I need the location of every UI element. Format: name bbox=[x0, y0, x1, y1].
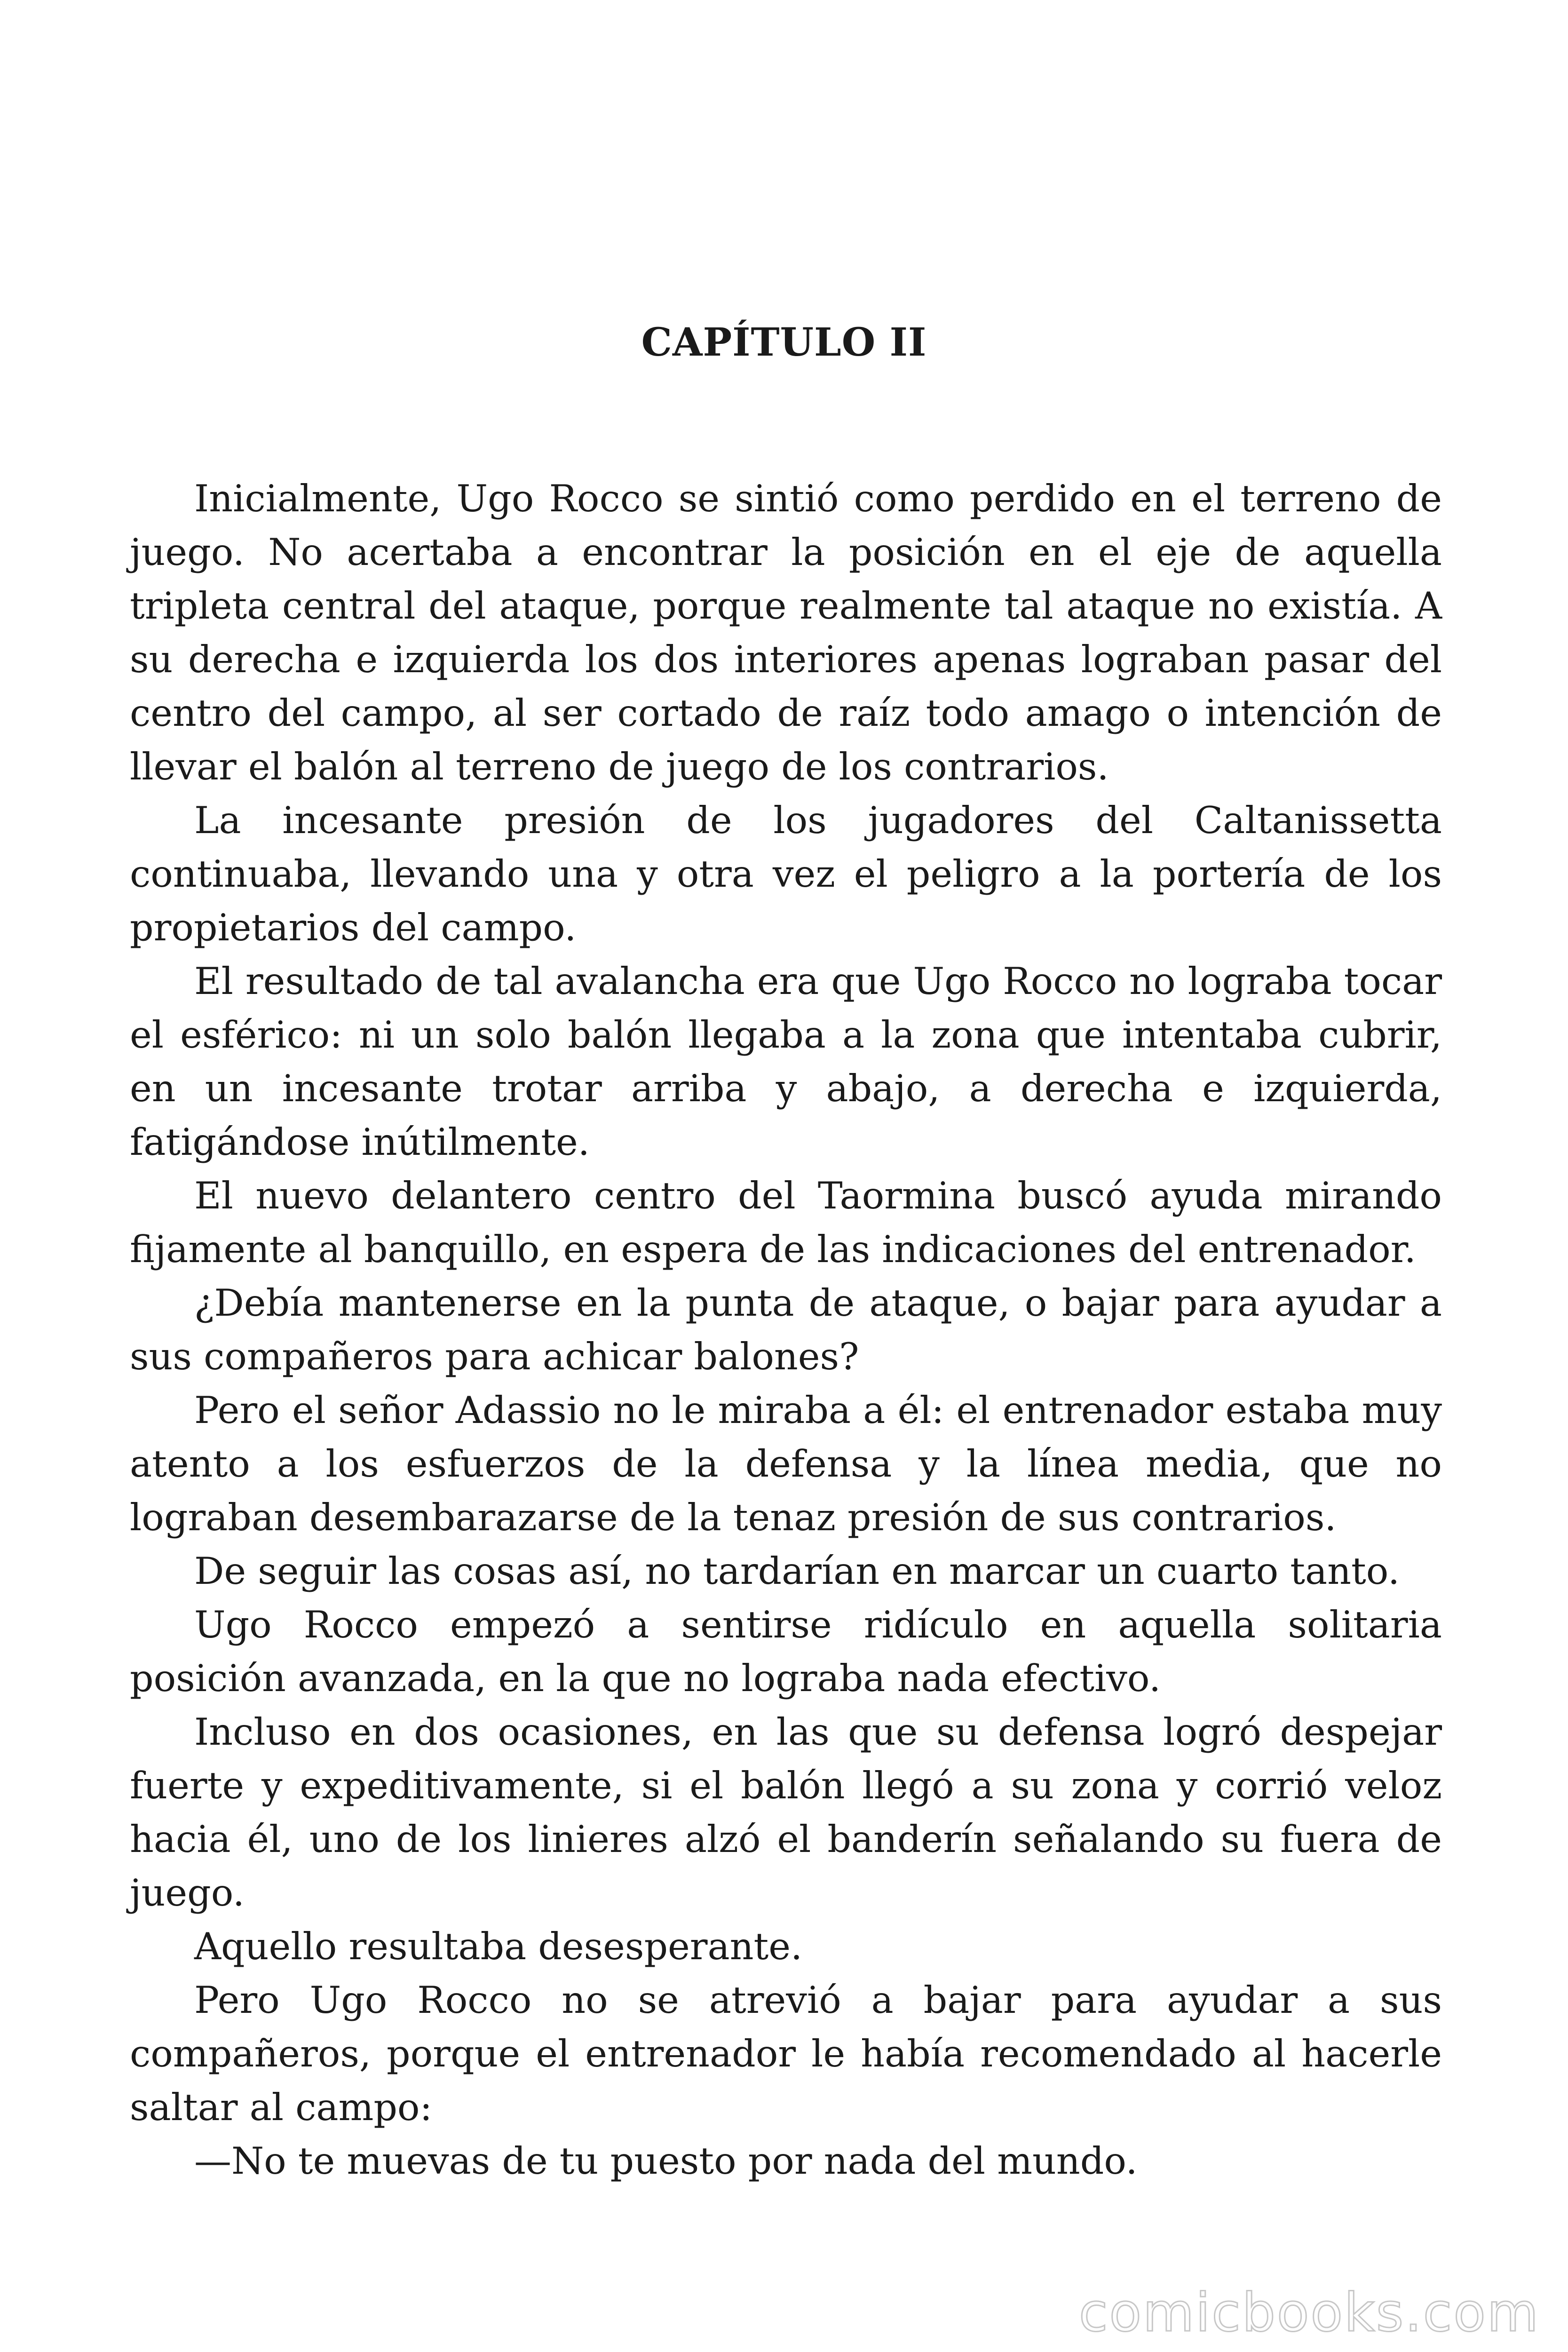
chapter-body bbox=[130, 472, 1442, 2188]
paragraph: La incesante presión de los jugadores del Caltanissetta continuaba, llevando una y otra vez el peligro a la portería de los propietarios del campo. bbox=[130, 799, 1442, 949]
paragraph: Incluso en dos ocasiones, en las que su defensa logró despejar fuerte y expeditivamente, si el balón llegó a su zona y corrió veloz hacia él, uno de los linieres alzó el banderín señalando su fuera de juego. bbox=[130, 1710, 1442, 1915]
paragraph: Aquello resultaba desesperante. bbox=[194, 1925, 803, 1968]
chapter-title: CAPÍTULO II bbox=[641, 320, 927, 365]
site-watermark: comicbooks.com bbox=[1078, 2282, 1540, 2344]
paragraph: Ugo Rocco empezó a sentirse ridículo en aquella solitaria posición avanzada, en la que no lograba nada efectivo. bbox=[130, 1603, 1442, 1700]
paragraph: —No te muevas de tu puesto por nada del mundo. bbox=[194, 2139, 1138, 2183]
paragraph: El resultado de tal avalancha era que Ugo Rocco no lograba tocar el esférico: ni un solo balón llegaba a la zona que intentaba cubrir, en un incesante trotar arriba y abajo, a derecha e izquierda, fatigándose inútilmente. bbox=[130, 960, 1442, 1164]
paragraph: De seguir las cosas así, no tardarían en marcar un cuarto tanto. bbox=[194, 1549, 1400, 1593]
paragraph: Inicialmente, Ugo Rocco se sintió como perdido en el terreno de juego. No acertaba a encontrar la posición en el eje de aquella tripleta central del ataque, porque realmente tal ataque no existía. A su derecha e izquierda los dos interiores apenas lograban pasar del centro del campo, al ser cortado de raíz todo amago o intención de llevar el balón al terreno de juego de los contrarios. bbox=[130, 477, 1442, 788]
paragraph: Pero Ugo Rocco no se atrevió a bajar para ayudar a sus compañeros, porque el entrenador le había recomendado al hacerle saltar al campo: bbox=[130, 1979, 1442, 2129]
paragraph: El nuevo delantero centro del Taormina buscó ayuda mirando fijamente al banquillo, en espera de las indicaciones del entrenador. bbox=[130, 1174, 1442, 1271]
paragraph: Pero el señor Adassio no le miraba a él: el entrenador estaba muy atento a los esfuerzos de la defensa y la línea media, que no lograban desembarazarse de la tenaz presión de sus contrarios. bbox=[130, 1389, 1442, 1539]
paragraph: ¿Debía mantenerse en la punta de ataque, o bajar para ayudar a sus compañeros para achicar balones? bbox=[130, 1281, 1442, 1378]
